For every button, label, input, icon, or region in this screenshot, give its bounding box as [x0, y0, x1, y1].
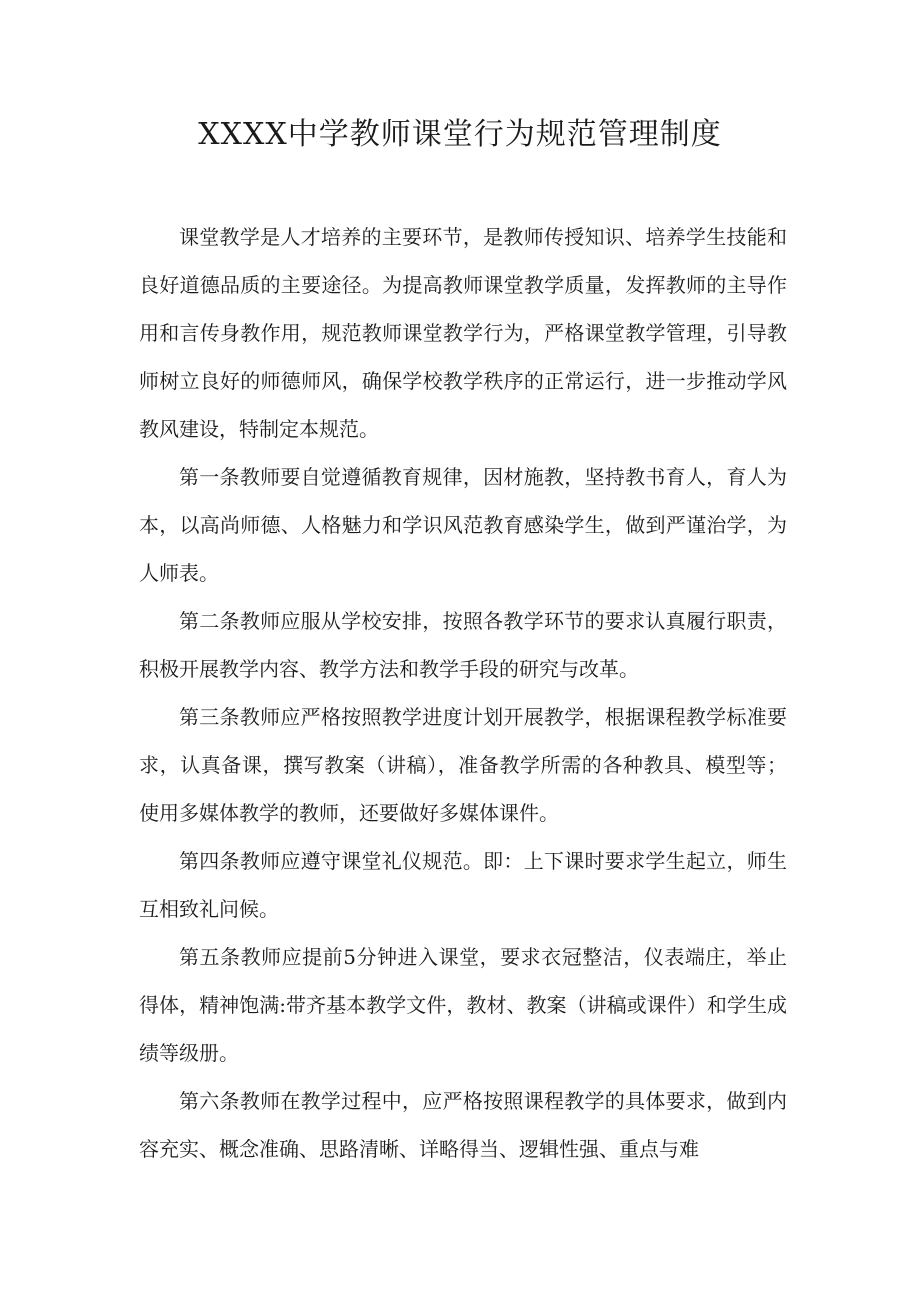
paragraph-article-6: 第六条教师在教学过程中，应严格按照课程教学的具体要求，做到内容充实、概念准确、思路清晰、详略得当、逻辑性强、重点与难 [139, 1089, 787, 1161]
paragraph-article-1: 第一条教师要自觉遵循教育规律，因材施教，坚持教书育人，育人为本，以高尚师德、人格魅力和学识风范教育感染学生，做到严谨治学，为人师表。 [139, 465, 787, 585]
paragraph-article-4: 第四条教师应遵守课堂礼仪规范。即：上下课时要求学生起立，师生互相致礼问候。 [139, 849, 787, 921]
document-body [139, 213, 787, 1173]
paragraph-article-3: 第三条教师应严格按照教学进度计划开展教学，根据课程教学标准要求，认真备课，撰写教案（讲稿），准备教学所需的各种教具、模型等；使用多媒体教学的教师，还要做好多媒体课件。 [139, 705, 787, 825]
paragraph-intro: 课堂教学是人才培养的主要环节，是教师传授知识、培养学生技能和良好道德品质的主要途径。为提高教师课堂教学质量，发挥教师的主导作用和言传身教作用，规范教师课堂教学行为，严格课堂教学管理，引导教师树立良好的师德师风，确保学校教学秩序的正常运行，进一步推动学风教风建设，特制定本规范。 [139, 225, 787, 441]
document-title: XXXX中学教师课堂行为规范管理制度 [198, 117, 722, 152]
paragraph-article-2: 第二条教师应服从学校安排，按照各教学环节的要求认真履行职责，积极开展教学内容、教学方法和教学手段的研究与改革。 [139, 609, 787, 681]
paragraph-article-5: 第五条教师应提前5分钟进入课堂，要求衣冠整洁，仪表端庄，举止得体，精神饱满:带齐基本教学文件，教材、教案（讲稿或课件）和学生成绩等级册。 [139, 945, 787, 1065]
